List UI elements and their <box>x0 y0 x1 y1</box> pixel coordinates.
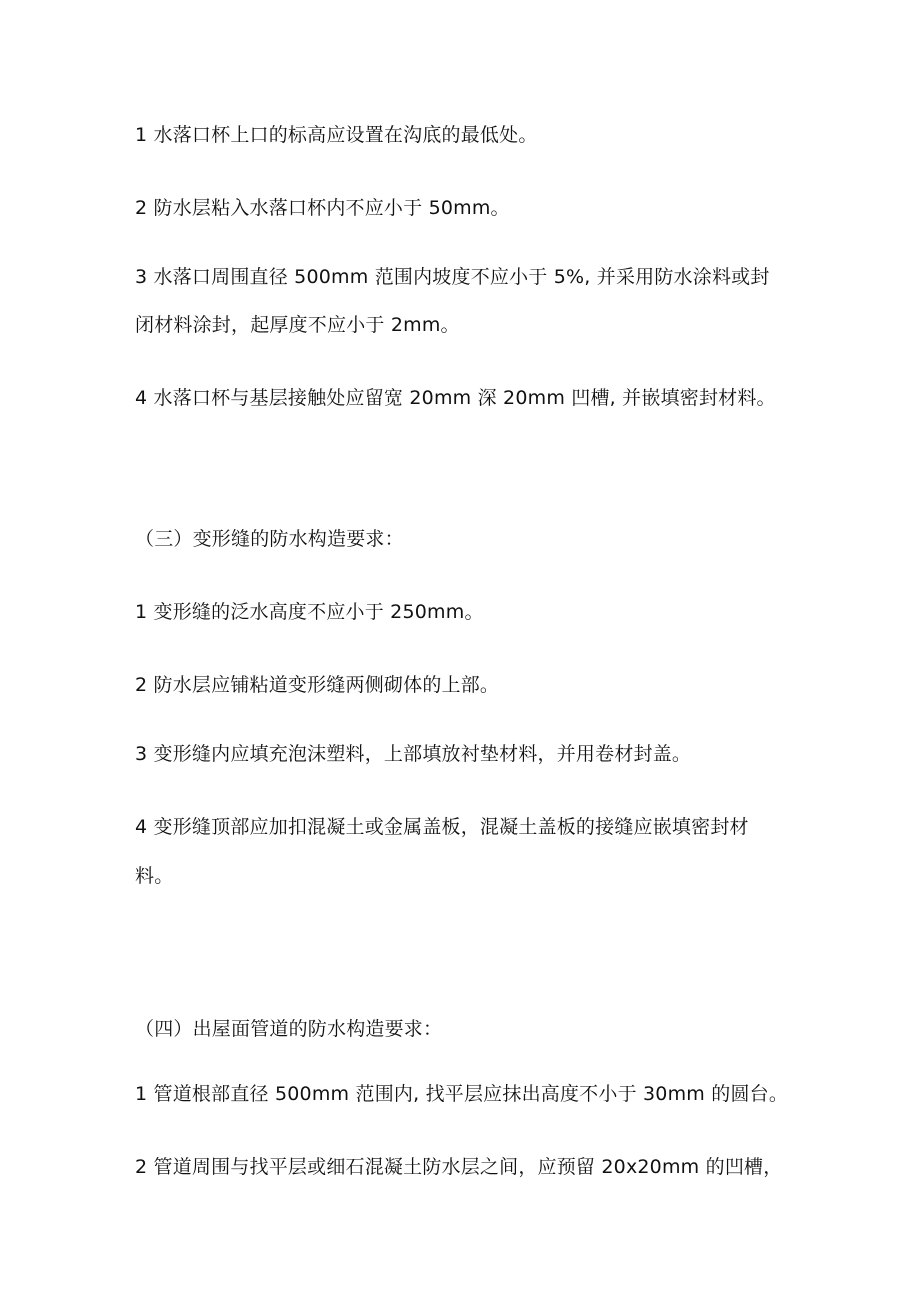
expansion-joint-item-1: 1 变形缝的泛水高度不应小于 250mm。 <box>135 601 484 623</box>
paragraph-item-3-continued: 闭材料涂封，起厚度不应小于 2mm。 <box>135 314 460 336</box>
roof-pipe-item-1: 1 管道根部直径 500mm 范围内, 找平层应抹出高度不小于 30mm 的圆台。 <box>135 1083 789 1105</box>
expansion-joint-item-2: 2 防水层应铺粘道变形缝两侧砌体的上部。 <box>135 674 500 696</box>
roof-pipe-item-2: 2 管道周围与找平层或细石混凝土防水层之间，应预留 20x20mm 的凹槽， <box>135 1156 783 1178</box>
section-heading-roof-pipe: （四）出屋面管道的防水构造要求： <box>135 1018 443 1040</box>
paragraph-item-2: 2 防水层粘入水落口杯内不应小于 50mm。 <box>135 197 510 219</box>
section-heading-expansion-joint: （三）变形缝的防水构造要求： <box>135 528 404 550</box>
paragraph-item-1: 1 水落口杯上口的标高应设置在沟底的最低处。 <box>135 124 538 146</box>
expansion-joint-item-4-continued: 料。 <box>135 865 174 887</box>
expansion-joint-item-4: 4 变形缝顶部应加扣混凝土或金属盖板，混凝土盖板的接缝应嵌填密封材 <box>135 816 749 838</box>
paragraph-item-4: 4 水落口杯与基层接触处应留宽 20mm 深 20mm 凹槽, 并嵌填密封材料。 <box>135 387 776 409</box>
paragraph-item-3: 3 水落口周围直径 500mm 范围内坡度不应小于 5%, 并采用防水涂料或封 <box>135 266 770 288</box>
expansion-joint-item-3: 3 变形缝内应填充泡沫塑料，上部填放衬垫材料，并用卷材封盖。 <box>135 743 692 765</box>
